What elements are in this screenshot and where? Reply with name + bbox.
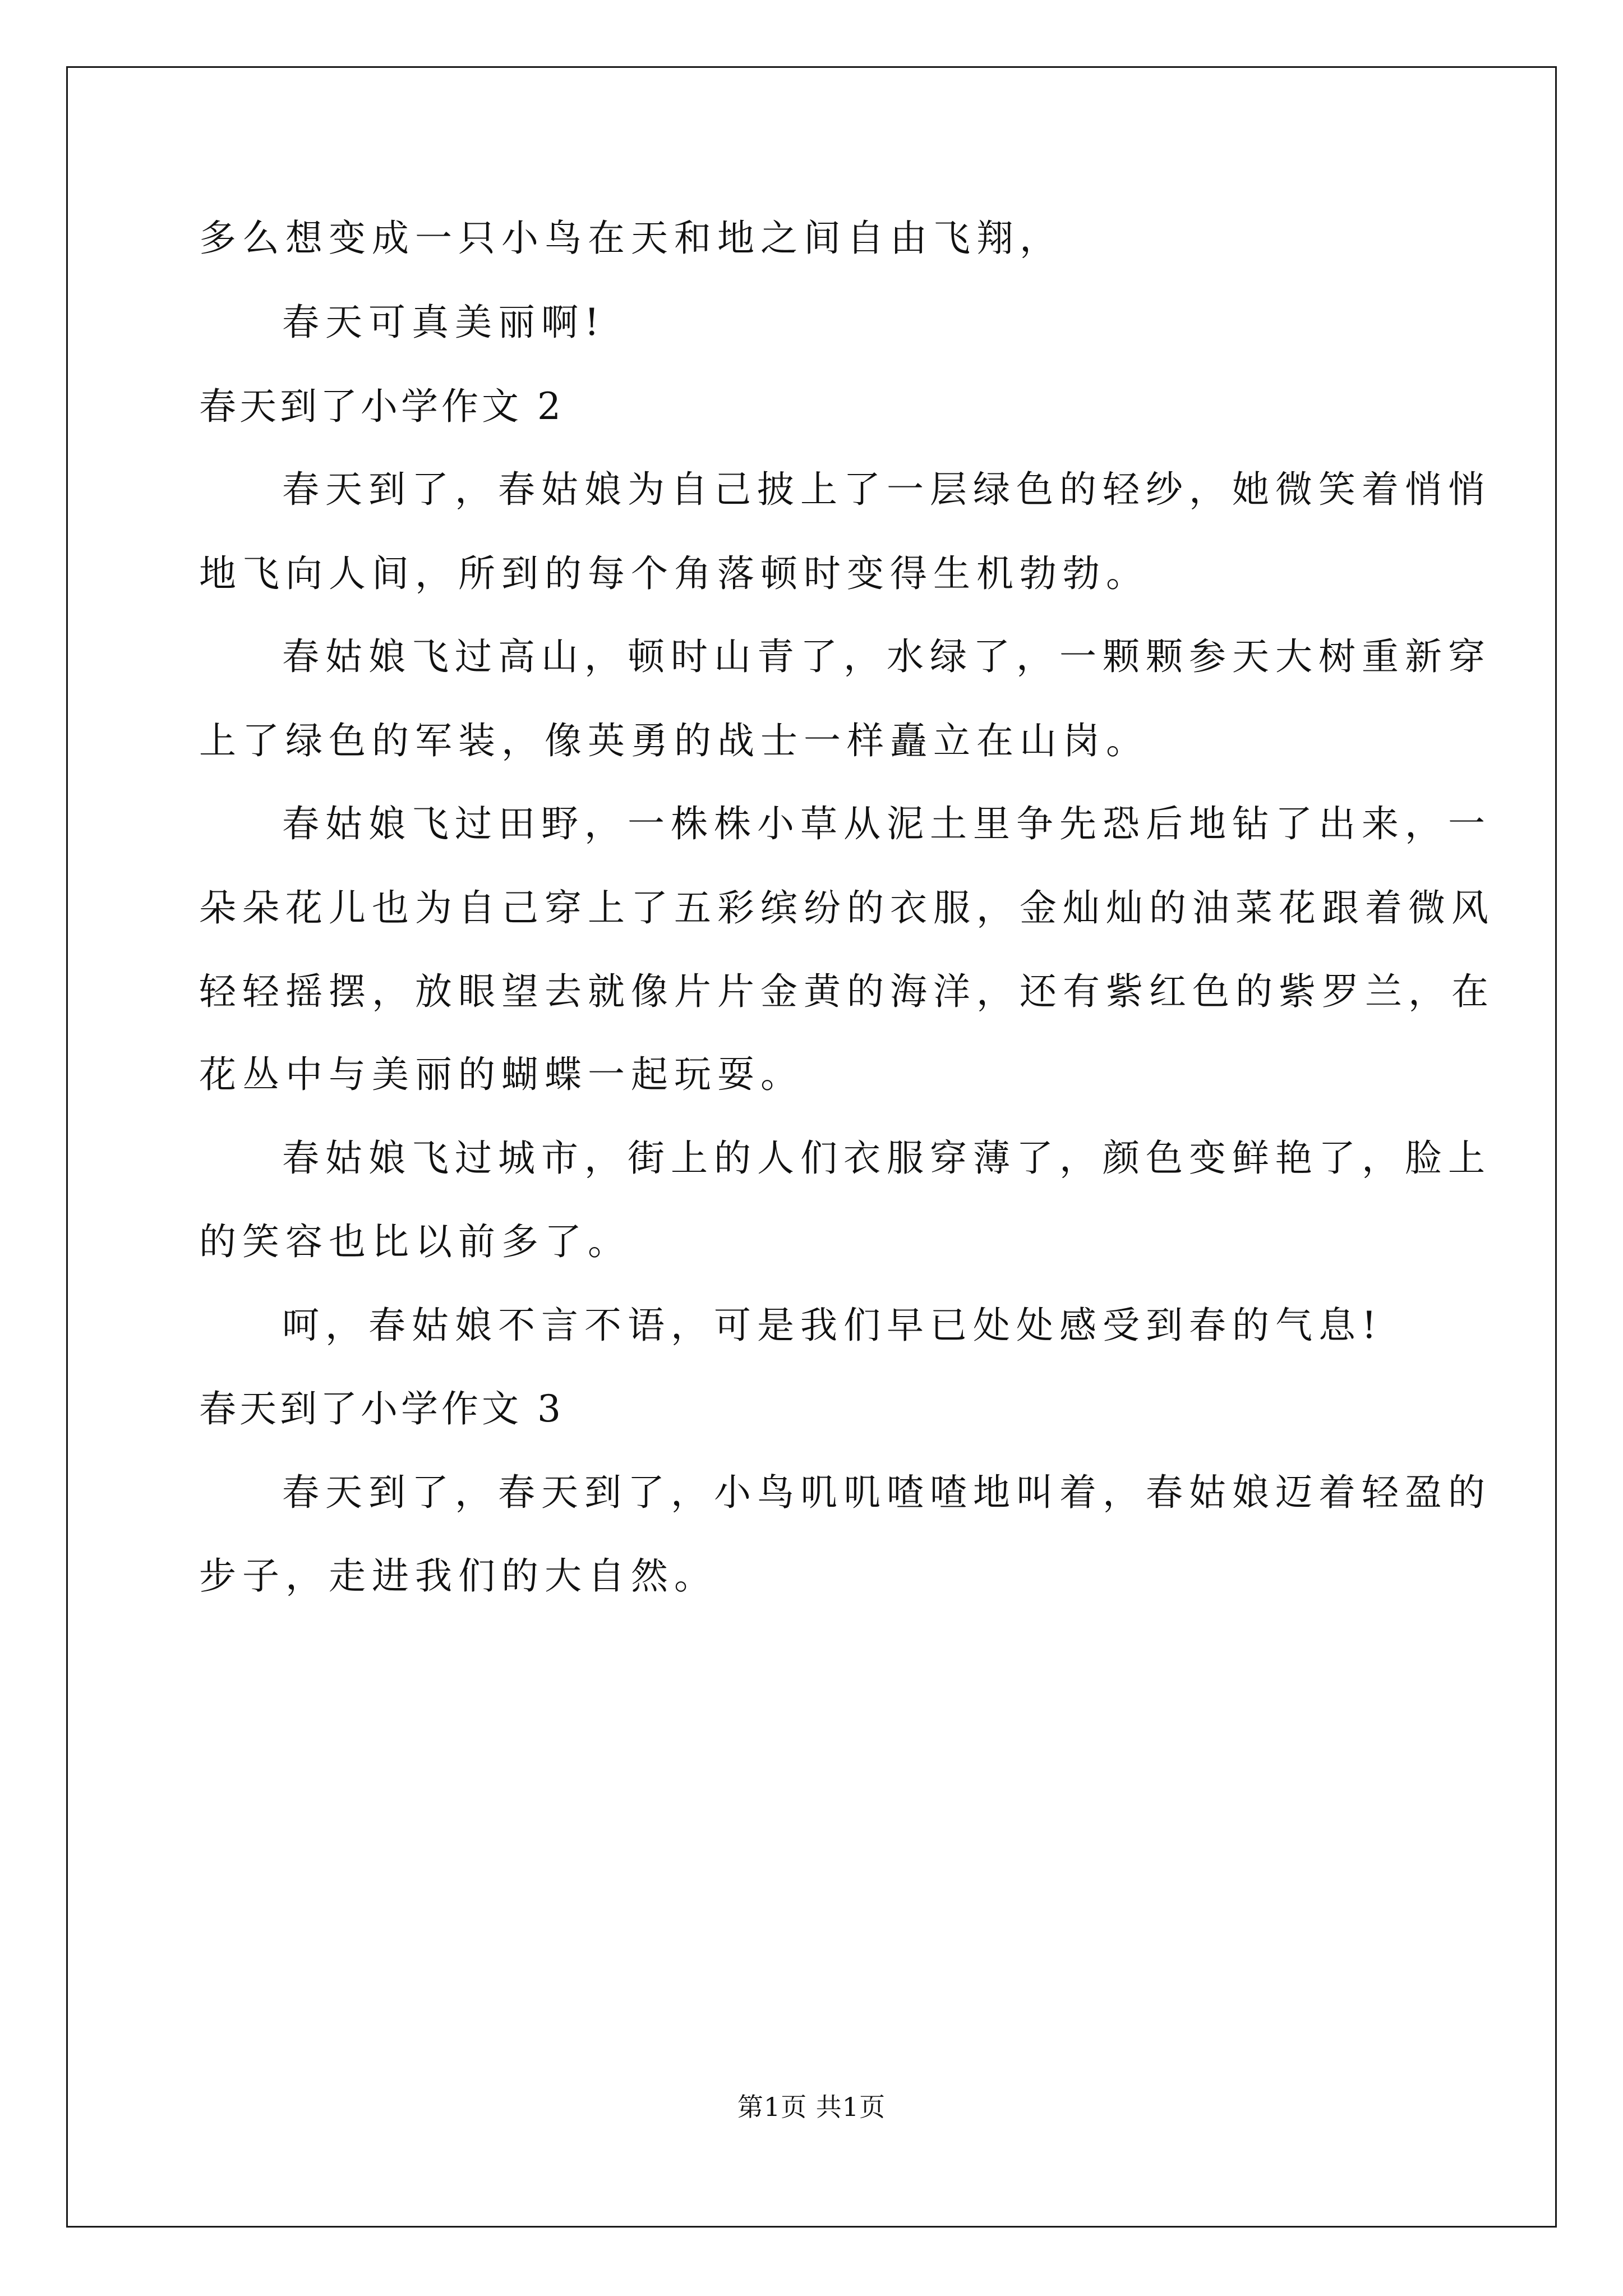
paragraph-line: 花丛中与美丽的蝴蝶一起玩耍。: [199, 1053, 804, 1096]
paragraph-line: 春天到了，春天到了，小鸟叽叽喳喳地叫着，春姑娘迈着轻盈的: [282, 1471, 1491, 1514]
paragraph-line: 的笑容也比以前多了。: [199, 1220, 631, 1263]
paragraph-line: 多么想变成一只小鸟在天和地之间自由飞翔，: [199, 217, 1063, 260]
section-heading: 春天到了小学作文 3: [199, 1387, 564, 1430]
paragraph-line: 上了绿色的军装，像英勇的战士一样矗立在山岗。: [199, 719, 1149, 762]
section-heading: 春天到了小学作文 2: [199, 385, 564, 428]
paragraph-line: 呵，春姑娘不言不语，可是我们早已处处感受到春的气息!: [282, 1304, 1383, 1347]
paragraph-line: 春天可真美丽啊!: [282, 301, 606, 344]
paragraph-line: 地飞向人间，所到的每个角落顿时变得生机勃勃。: [199, 552, 1149, 595]
paragraph-line: 轻轻摇摆，放眼望去就像片片金黄的海洋，还有紫红色的紫罗兰，在: [199, 970, 1495, 1013]
paragraph-line: 春姑娘飞过城市，街上的人们衣服穿薄了，颜色变鲜艳了，脸上: [282, 1137, 1491, 1180]
paragraph-line: 朵朵花儿也为自己穿上了五彩缤纷的衣服，金灿灿的油菜花跟着微风: [199, 886, 1495, 930]
page-number-footer: 第1页 共1页: [737, 2092, 886, 2122]
paragraph-line: 春天到了，春姑娘为自己披上了一层绿色的轻纱，她微笑着悄悄: [282, 468, 1491, 511]
paragraph-line: 春姑娘飞过田野，一株株小草从泥土里争先恐后地钻了出来，一: [282, 802, 1491, 845]
paragraph-line: 春姑娘飞过高山，顿时山青了，水绿了，一颗颗参天大树重新穿: [282, 635, 1491, 678]
paragraph-line: 步子，走进我们的大自然。: [199, 1554, 717, 1598]
